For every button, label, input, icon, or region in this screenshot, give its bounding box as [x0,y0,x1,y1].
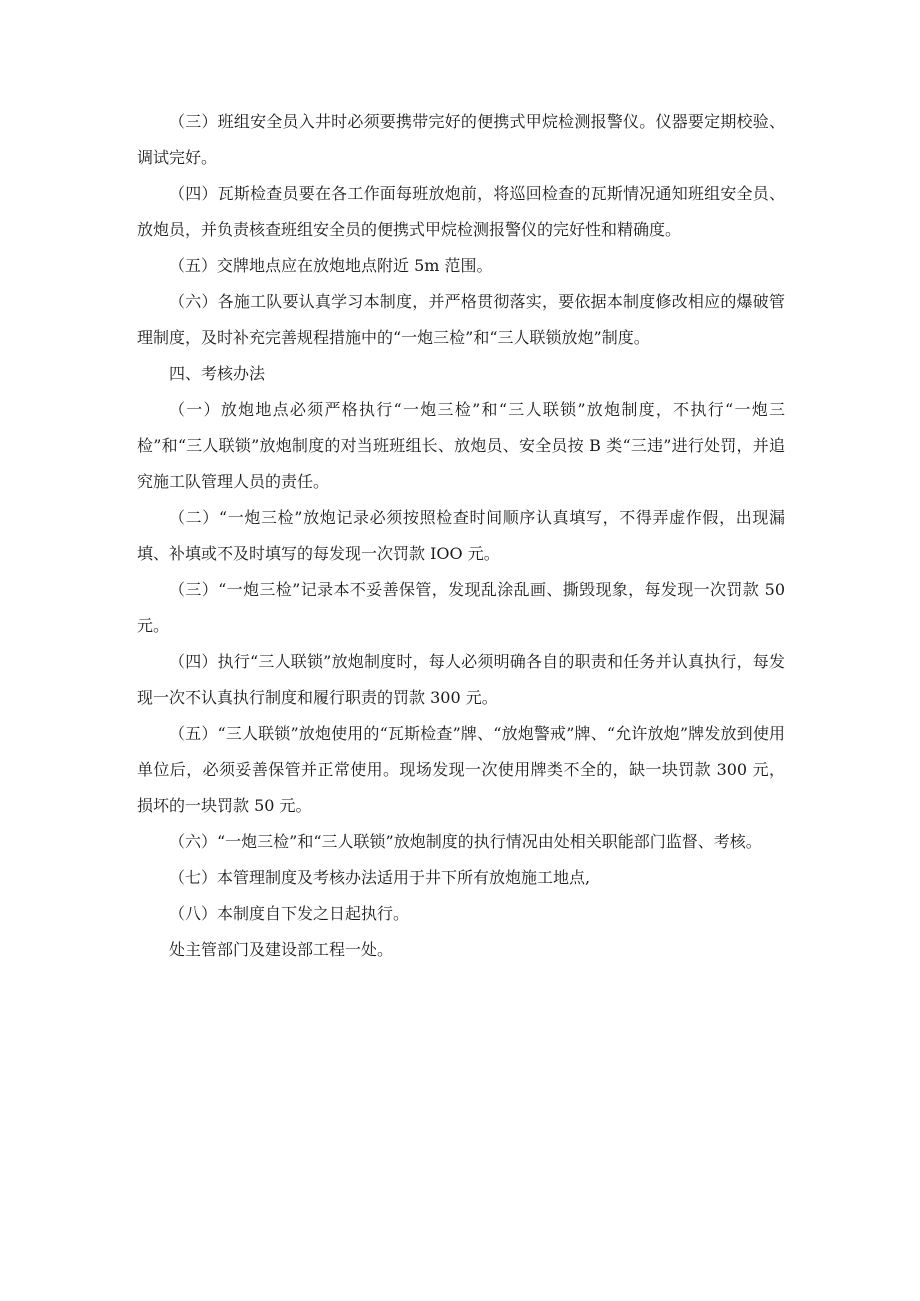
section-paragraph-6: （六）“一炮三检”和“三人联锁”放炮制度的执行情况由处相关职能部门监督、考核。 [169,832,762,851]
paragraph-4: （四）瓦斯检查员要在各工作面每班放炮前，将巡回检查的瓦斯情况通知班组安全员、放炮员，并负责核查班组安全员的便携式甲烷检测报警仪的完好性和精确度。 [137,184,785,239]
section-paragraph-3: （三）“一炮三检”记录本不妥善保管，发现乱涂乱画、撕毁现象，每发现一次罚款 50 元。 [137,580,785,635]
section-heading: 四、考核办法 [169,364,266,383]
closing-line: 处主管部门及建设部工程一处。 [169,940,394,959]
section-paragraph-5: （五）“三人联锁”放炮使用的“瓦斯检查”牌、“放炮警戒”牌、“允许放炮”牌发放到使用单位后，必须妥善保管并正常使用。现场发现一次使用牌类不全的，缺一块罚款 300 元，损坏的一块罚款 50 元。 [137,724,785,815]
section-paragraph-2: （二）“一炮三检”放炮记录必须按照检查时间顺序认真填写，不得弄虚作假，出现漏填、补填或不及时填写的每发现一次罚款 IOO 元。 [137,508,785,563]
paragraph-6: （六）各施工队要认真学习本制度，并严格贯彻落实，要依据本制度修改相应的爆破管理制度，及时补充完善规程措施中的“一炮三检”和“三人联锁放炮”制度。 [137,292,785,347]
section-paragraph-7: （七）本管理制度及考核办法适用于井下所有放炮施工地点, [169,868,591,887]
section-paragraph-8: （八）本制度自下发之日起执行。 [169,904,410,923]
document-page [137,104,785,968]
paragraph-3: （三）班组安全员入井时必须要携带完好的便携式甲烷检测报警仪。仪器要定期校验、调试完好。 [137,112,785,167]
section-paragraph-4: （四）执行“三人联锁”放炮制度时，每人必须明确各自的职责和任务并认真执行，每发现一次不认真执行制度和履行职责的罚款 300 元。 [137,652,785,707]
section-paragraph-1: （一）放炮地点必须严格执行“一炮三检”和“三人联锁”放炮制度，不执行“一炮三检”和“三人联锁”放炮制度的对当班班组长、放炮员、安全员按 B 类“三违”进行处罚，并追究施工队管理人员的责任。 [137,400,785,491]
paragraph-5: （五）交牌地点应在放炮地点附近 5m 范围。 [169,256,493,275]
